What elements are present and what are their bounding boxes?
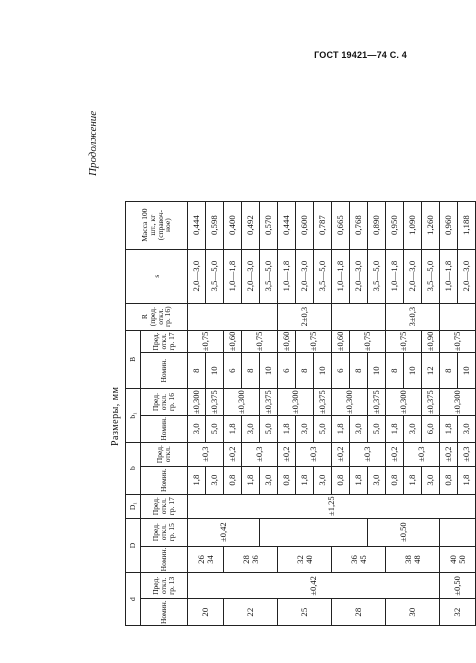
cell-D: 38 48 [386, 546, 440, 573]
cell-s: 2,0—3,0 [242, 249, 260, 303]
cell-mass: 0,444 [278, 201, 296, 249]
cell-s: 3,5—5,0 [206, 249, 224, 303]
cell-s: 2,0—3,0 [350, 249, 368, 303]
cell-mass: 0,787 [314, 201, 332, 249]
cell-b-tol: ±0,3 [350, 442, 386, 466]
col-b-header: b [126, 442, 141, 494]
cell-b1: 1,8 [332, 415, 350, 442]
cell-b1: 1,8 [278, 415, 296, 442]
cell-D1: 45 [357, 555, 368, 564]
cell-mass: 0,400 [224, 201, 242, 249]
cell-b-tol: ±0,2 [440, 442, 458, 466]
cell-B: 8 [386, 353, 404, 389]
cell-b1-tol: ±0,375 [314, 389, 332, 416]
cell-s: 2,0—3,0 [404, 249, 422, 303]
cell-R [440, 303, 476, 330]
cell-b1: 5,0 [206, 415, 224, 442]
cell-mass: 1,260 [422, 201, 440, 249]
table-row [332, 153, 350, 625]
cell-s: 1,0—1,8 [332, 249, 350, 303]
cell-b: 1,8 [242, 466, 260, 494]
col-mass-header: Масса 100 шт., кг (справоч- ное) [126, 201, 188, 249]
cell-D1-tol: ±1,25 [188, 494, 476, 518]
cell-s: 3,5—5,0 [314, 249, 332, 303]
cell-B: 8 [350, 353, 368, 389]
dimensions-table [125, 153, 476, 626]
cell-s: 1,0—1,8 [386, 249, 404, 303]
cell-b: 1,8 [458, 466, 476, 494]
cell-b1: 3,0 [188, 415, 206, 442]
cell-mass: 0,492 [242, 201, 260, 249]
b-tol-header: Пред. откл. [141, 442, 188, 466]
cell-s: 2,0—3,0 [296, 249, 314, 303]
cell-d: 28 [332, 599, 386, 626]
cell-b1-tol: ±0,375 [260, 389, 278, 416]
table-row [224, 153, 242, 625]
cell-s: 1,0—1,8 [440, 249, 458, 303]
cell-b: 0,8 [386, 466, 404, 494]
cell-b1: 5,0 [314, 415, 332, 442]
cell-b: 3,0 [314, 466, 332, 494]
cell-b: 3,0 [422, 466, 440, 494]
cell-b: 0,8 [224, 466, 242, 494]
cell-s: 3,5—5,0 [422, 249, 440, 303]
cell-b1: 5,0 [368, 415, 386, 442]
cell-b: 3,0 [368, 466, 386, 494]
col-D1-header: D₁ [126, 494, 141, 518]
cell-B: 8 [296, 353, 314, 389]
col-s-header: s [126, 249, 188, 303]
cell-B: 10 [404, 353, 422, 389]
cell-B: 8 [242, 353, 260, 389]
cell-D: 28 36 [224, 546, 278, 573]
B-tol-header: Пред. откл. гр. 17 [141, 330, 188, 353]
cell-B: 12 [422, 353, 440, 389]
cell-D-tol [440, 518, 476, 546]
cell-D: 36 45 [332, 546, 386, 573]
cell-d-tol: ±0,50 [440, 573, 476, 599]
cell-b-tol: ±0,2 [278, 442, 296, 466]
col-D-header: D [126, 518, 141, 573]
cell-B-tol: ±0,75 [242, 330, 278, 353]
cell-D-tol [260, 518, 368, 546]
d-tol-header: Пред. откл. гр. 13 [141, 573, 188, 599]
cell-s: 3,5—5,0 [260, 249, 278, 303]
rotated-table-page [83, 81, 472, 626]
cell-s: 2,0—3,0 [458, 249, 476, 303]
cell-B: 10 [260, 353, 278, 389]
page-header: ГОСТ 19421—74 С. 4 [314, 50, 407, 60]
cell-b1: 5,0 [260, 415, 278, 442]
cell-B: 10 [314, 353, 332, 389]
cell-B-tol: ±0,60 [224, 330, 242, 353]
cell-b: 3,0 [206, 466, 224, 494]
cell-D1: 36 [249, 555, 260, 564]
cell-s: 3,5—5,0 [368, 249, 386, 303]
cell-d-tol: ±0,42 [188, 573, 440, 599]
cell-s: 1,0—1,8 [278, 249, 296, 303]
col-B-header: B [126, 330, 141, 389]
cell-B-tol: ±0,75 [296, 330, 332, 353]
cell-b1-tol: ±0,300 [440, 389, 476, 416]
cell-b1: 1,8 [440, 415, 458, 442]
cell-D1: 50 [456, 555, 467, 564]
table-row [188, 153, 206, 625]
cell-d: 32 [440, 599, 476, 626]
cell-D1: 34 [204, 555, 215, 564]
cell-b: 1,8 [296, 466, 314, 494]
cell-b1: 3,0 [296, 415, 314, 442]
cell-B-tol: ±0,90 [422, 330, 440, 353]
cell-B: 10 [368, 353, 386, 389]
cell-mass: 1,090 [404, 201, 422, 249]
cell-b1-tol: ±0,300 [188, 389, 206, 416]
table-row [386, 153, 404, 625]
col-b1-header: b₁ [126, 389, 141, 442]
cell-b1-tol: ±0,300 [278, 389, 314, 416]
cell-R [332, 303, 386, 330]
cell-D: 32 40 [278, 546, 332, 573]
cell-D: 26 34 [188, 546, 224, 573]
cell-mass: 0,598 [206, 201, 224, 249]
cell-mass: 0,768 [350, 201, 368, 249]
cell-d: 30 [386, 599, 440, 626]
cell-b: 0,8 [332, 466, 350, 494]
cell-b1-tol: ±0,375 [368, 389, 386, 416]
cell-b1: 3,0 [242, 415, 260, 442]
continuation-label: Продолжение [87, 110, 99, 176]
cell-mass: 0,890 [368, 201, 386, 249]
cell-b-tol: ±0,3 [458, 442, 476, 466]
cell-b1-tol: ±0,300 [386, 389, 422, 416]
cell-b1-tol: ±0,375 [206, 389, 224, 416]
table-caption: Размеры, мм [110, 386, 121, 446]
cell-B-tol: ±0,75 [350, 330, 386, 353]
cell-B-tol: ±0,75 [386, 330, 422, 353]
cell-b: 1,8 [404, 466, 422, 494]
cell-d: 22 [224, 599, 278, 626]
cell-R: 2±0,3 [278, 303, 332, 330]
B-nom-header: Номин. [141, 353, 188, 389]
cell-B: 8 [188, 353, 206, 389]
cell-b-tol: ±0,2 [224, 442, 242, 466]
cell-D: 40 50 [440, 546, 476, 573]
cell-D1: 40 [303, 555, 314, 564]
D-nom-header: Номин. [141, 546, 188, 573]
D1-tol-header: Пред. откл. гр. 17 [141, 494, 188, 518]
cell-b1: 1,8 [224, 415, 242, 442]
cell-B: 10 [206, 353, 224, 389]
cell-b-tol: ±0,3 [296, 442, 332, 466]
cell-b: 1,8 [188, 466, 206, 494]
cell-b-tol: ±0,3 [188, 442, 224, 466]
cell-D-tol: ±0,50 [368, 518, 440, 546]
col-d-header: d [126, 573, 141, 626]
cell-d: 20 [188, 599, 224, 626]
cell-D1: 48 [411, 555, 422, 564]
cell-s: 1,0—1,8 [224, 249, 242, 303]
cell-D-tol: ±0,42 [188, 518, 260, 546]
cell-b1: 3,0 [404, 415, 422, 442]
cell-B: 6 [224, 353, 242, 389]
cell-R: 3±0,3 [386, 303, 440, 330]
cell-mass: 0,665 [332, 201, 350, 249]
cell-B-tol: ±0,75 [188, 330, 224, 353]
cell-b-tol: ±0,3 [242, 442, 278, 466]
d-nom-header: Номин. [141, 599, 188, 626]
cell-R [188, 303, 278, 330]
cell-B-tol: ±0,75 [440, 330, 476, 353]
cell-s: 2,0—3,0 [188, 249, 206, 303]
cell-b1-tol: ±0,300 [332, 389, 368, 416]
cell-b-tol: ±0,3 [404, 442, 440, 466]
table-row [278, 153, 296, 625]
cell-b1: 3,0 [350, 415, 368, 442]
cell-d: 25 [278, 599, 332, 626]
cell-b: 3,0 [260, 466, 278, 494]
cell-B: 6 [332, 353, 350, 389]
cell-b1-tol: ±0,300 [224, 389, 260, 416]
D-tol-header: Пред. откл. гр. 15 [141, 518, 188, 546]
cell-b-tol: ±0,2 [332, 442, 350, 466]
cell-b1-tol: ±0,375 [422, 389, 440, 416]
cell-B-tol: ±0,60 [332, 330, 350, 353]
cell-b: 0,8 [440, 466, 458, 494]
cell-mass: 1,188 [458, 201, 476, 249]
cell-b-tol: ±0,2 [386, 442, 404, 466]
b1-tol-header: Пред. откл. гр. 16 [141, 389, 188, 416]
cell-B-tol: ±0,60 [278, 330, 296, 353]
cell-mass: 0,570 [260, 201, 278, 249]
b-nom-header: Номин. [141, 466, 188, 494]
cell-mass: 0,600 [296, 201, 314, 249]
cell-b1: 1,8 [386, 415, 404, 442]
cell-B: 10 [458, 353, 476, 389]
cell-B: 6 [278, 353, 296, 389]
cell-B: 8 [440, 353, 458, 389]
cell-b1: 6,0 [422, 415, 440, 442]
cell-b1: 3,0 [458, 415, 476, 442]
cell-b: 0,8 [278, 466, 296, 494]
col-R-header: R (пред. откл. гр. 16) [126, 303, 188, 330]
b1-nom-header: Номин. [141, 415, 188, 442]
cell-mass: 0,444 [188, 201, 206, 249]
table-row [440, 153, 458, 625]
cell-mass: 0,950 [386, 201, 404, 249]
cell-mass: 0,960 [440, 201, 458, 249]
cell-b: 1,8 [350, 466, 368, 494]
